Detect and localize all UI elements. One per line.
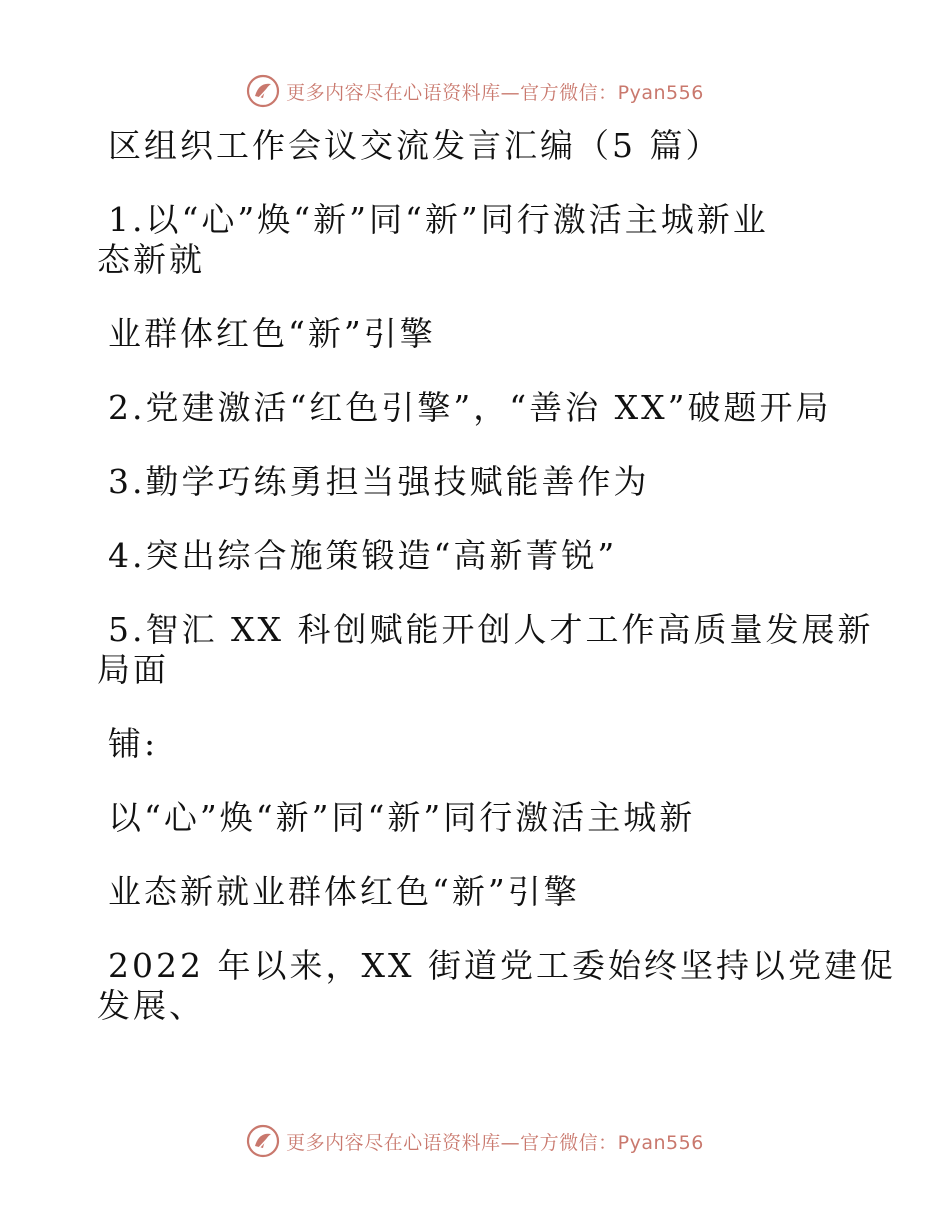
watermark-text: 更多内容尽在心语资料库—官方微信：Pyan556 — [286, 1131, 704, 1154]
toc-item-2: 2.党建激活“红色引擎”，“善治 XX”破题开局 — [108, 388, 832, 427]
body-paragraph-cont: 发展、 — [97, 986, 205, 1025]
section-heading-cont: 业态新就业群体红色“新”引擎 — [108, 872, 580, 911]
toc-item-5: 5.智汇 XX 科创赋能开创人才工作高质量发展新 — [108, 610, 874, 649]
footer-watermark — [0, 1124, 950, 1158]
toc-item-1-subline: 业群体红色“新”引擎 — [108, 314, 436, 353]
toc-item-1: 1.以“心”焕“新”同“新”同行激活主城新业 — [108, 200, 769, 239]
section-marker: 铺: — [108, 724, 159, 763]
section-heading: 以“心”焕“新”同“新”同行激活主城新 — [108, 798, 696, 837]
body-paragraph: 2022 年以来，XX 街道党工委始终坚持以党建促 — [108, 946, 896, 985]
header-watermark — [0, 74, 950, 108]
logo-icon — [246, 74, 280, 108]
document-body — [97, 126, 896, 1026]
watermark-text: 更多内容尽在心语资料库—官方微信：Pyan556 — [286, 81, 704, 104]
toc-item-5-cont: 局面 — [97, 650, 169, 689]
logo-icon — [246, 1124, 280, 1158]
document-title: 区组织工作会议交流发言汇编（5 篇） — [108, 126, 722, 165]
toc-item-4: 4.突出综合施策锻造“高新菁锐” — [108, 536, 618, 575]
toc-item-3: 3.勤学巧练勇担当强技赋能善作为 — [108, 462, 650, 501]
toc-item-1-cont: 态新就 — [97, 240, 205, 279]
